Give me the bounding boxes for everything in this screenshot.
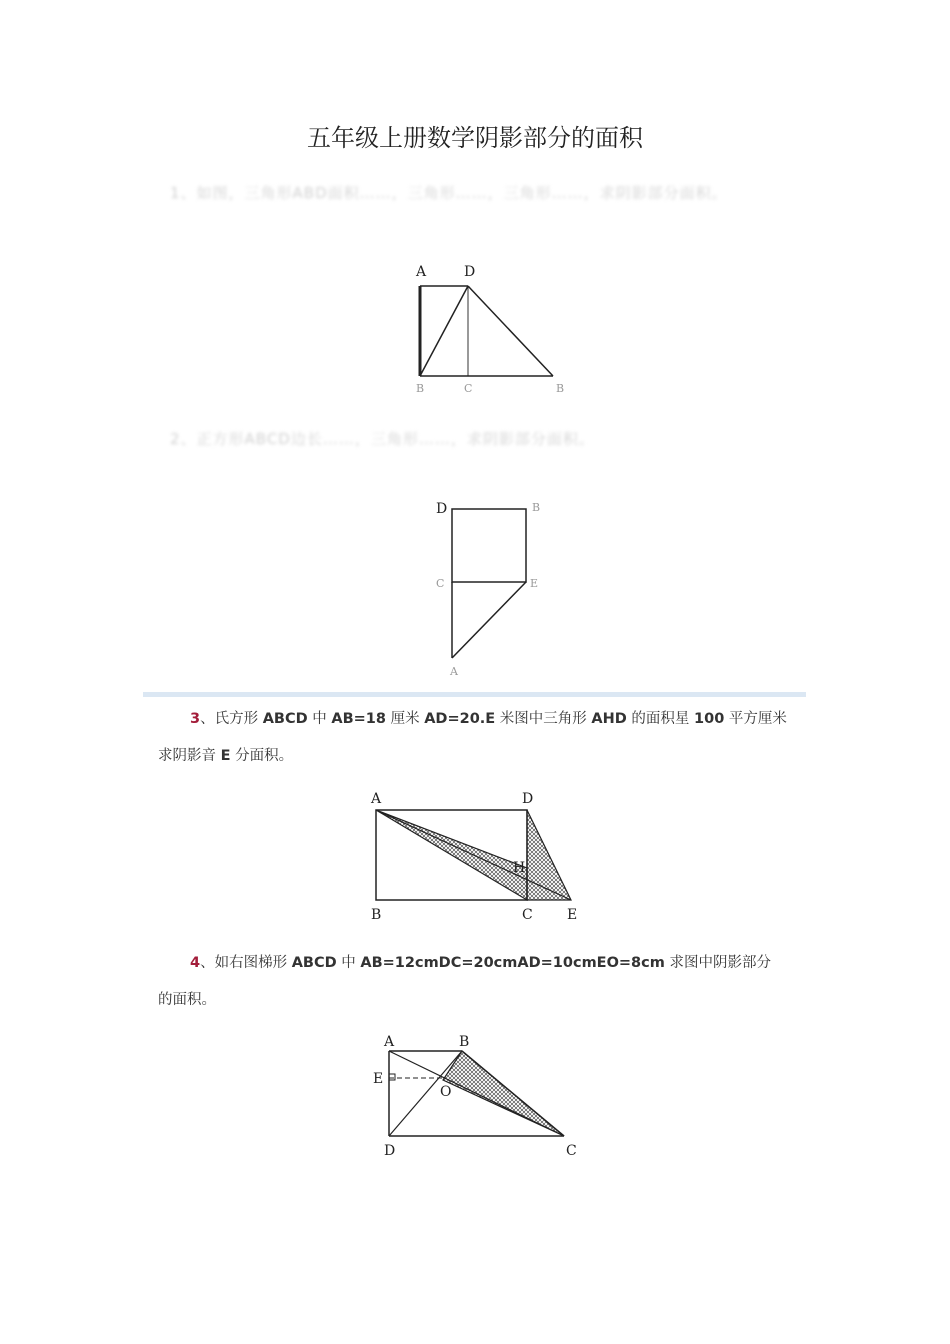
label-c: C [566,1143,577,1159]
problem-3-line-2: 求阴影音 E 分面积。 [158,748,294,764]
label-a: A [371,791,382,807]
label-e: E [373,1071,384,1087]
label-h: H [513,860,526,876]
problem-3-line-1: 3、氏方形 ABCD 中 AB=18 厘米 AD=20.E 米图中三角形 AHD 的面积星 100 平方厘米 [190,711,787,727]
label-b1: B [416,382,425,395]
problem-1-line: 1、如图，三角形ABD面积……，三角形……，三角形……，求阴影部分面积。 [170,184,728,202]
problem-2-text [170,422,800,456]
label-c: C [464,382,473,395]
label-b: B [371,907,382,923]
label-d: D [464,264,476,280]
problem-3-figure [360,788,590,928]
label-d: D [436,501,448,517]
problem-4-figure [370,1030,590,1165]
problem-2-figure [430,497,560,682]
label-o: O [440,1084,452,1100]
label-e: E [530,577,539,590]
problem-1-text [170,176,800,210]
label-b: B [459,1034,470,1050]
label-a: A [384,1034,395,1050]
label-d: D [522,791,534,807]
section-divider [143,692,806,697]
problem-4-line-1: 4、如右图梯形 ABCD 中 AB=12cmDC=20cmAD=10cmEO=8cm 求图中阴影部分 [190,955,771,971]
problem-2-line: 2、正方形ABCD边长……，三角形……，求阴影部分面积。 [170,430,595,448]
label-a: A [416,264,427,280]
problem-1-figure [400,260,570,400]
page-title: 五年级上册数学阴影部分的面积 [307,124,643,152]
label-d: D [384,1143,396,1159]
label-b: B [532,501,541,514]
problem-3-text [158,701,808,775]
label-a: A [450,665,458,678]
problem-4-line-2: 的面积。 [158,992,216,1008]
label-c: C [436,577,445,590]
label-c: C [522,907,533,923]
label-e: E [567,907,578,923]
label-b2: B [556,382,565,395]
problem-4-text [158,945,808,1019]
